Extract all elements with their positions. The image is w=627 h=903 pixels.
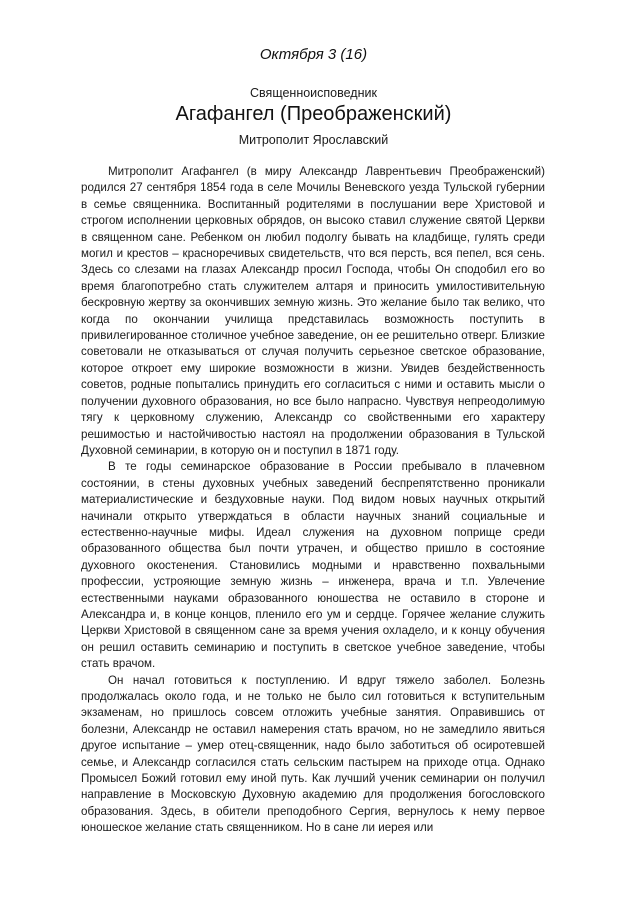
paragraph-2: В те годы семинарское образование в России пребывало в плачевном состоянии, в стены духовных учебных заведений беспрепятственно проникали материалистические и бездуховные науки. Под видом новых научных открытий начинали открыто утверждаться в области научных знаний социальные и естественно-научные мифы. Идеал служения на духовном поприще среди образованного общества был почти утрачен, и общество пришло в состояние духовного окостенения. Становились модными и нравственно похвальными профессии, устрояющие земную жизнь – инженера, врача и т.п. Увлечение естественными науками образованного юношества не оставило в стороне и Александра и, в конце концов, пленило его ум и сердце. Горячее желание служить Церкви Христовой в священном сане за время учения охладело, и к концу обучения он решил оставить семинарию и поступить в светское учебное заведение, чтобы стать врачом. — [81, 460, 545, 671]
document-body — [81, 164, 545, 837]
saint-name-title: Агафангел (Преображенский) — [175, 103, 452, 125]
paragraph-3: Он начал готовиться к поступлению. И вдруг тяжело заболел. Болезнь продолжалась около года, и не только не было сил готовиться к вступительным экзаменам, но пришлось совсем отложить учебные занятия. Оправившись от болезни, Александр не оставил намерения стать врачом, но не замедлило явиться другое испытание – умер отец-священник, надо было заботиться об осиротевшей семье, и Александр согласился стать сельским пастырем на приходе отца. Однако Промысел Божий готовил ему иной путь. Как лучший ученик семинарии он получил направление в Московскую Духовную академию для продолжения богословского образования. Здесь, в обители преподобного Сергия, вернулось к нему первое юношеское желание стать священником. Но в сане ли иерея или — [81, 673, 545, 835]
saint-subtitle: Митрополит Ярославский — [238, 133, 389, 147]
feast-date: Октября 3 (16) — [259, 46, 368, 63]
paragraph-1: Митрополит Агафангел (в миру Александр Лаврентьевич Преображенский) родился 27 сентября 1854 года в селе Мочилы Веневского уезда Тульской губернии в семье священника. Воспитанный родителями в послушании вере Христовой и строгом исполнении церковных обрядов, он высоко ставил служение святой Церкви в священном сане. Ребенком он любил подолгу бывать на кладбище, гулять среди могил и крестов – красноречивых свидетельств, что вся персть, вся пепел, вся сень. Здесь со слезами на глазах Александр просил Господа, чтобы Он сподобил его во время благопотребно стать служителем алтаря и приносить умилостивительную бескровную жертву за окончивших земную жизнь. Это желание было так велико, что когда по окончании училища представилась возможность поступить в привилегированное столичное учебное заведение, он ее решительно отверг. Близкие советовали не отказываться от случая получить серьезное светское образование, которое откроет ему широкие возможности в жизни. Увидев бездейственность советов, родные попытались принудить его согласиться с ними и оставить мысли о получении духовного образования, но все было напрасно. Чувствуя непреодолимую тягу к церковному служению, Александр со свойственными его характеру решимостью и настойчивостью настоял на продолжении образования в Тульской Духовной семинарии, в которую он и поступил в 1871 году. — [81, 165, 545, 457]
saint-rank: Священноисповедник — [250, 86, 377, 100]
